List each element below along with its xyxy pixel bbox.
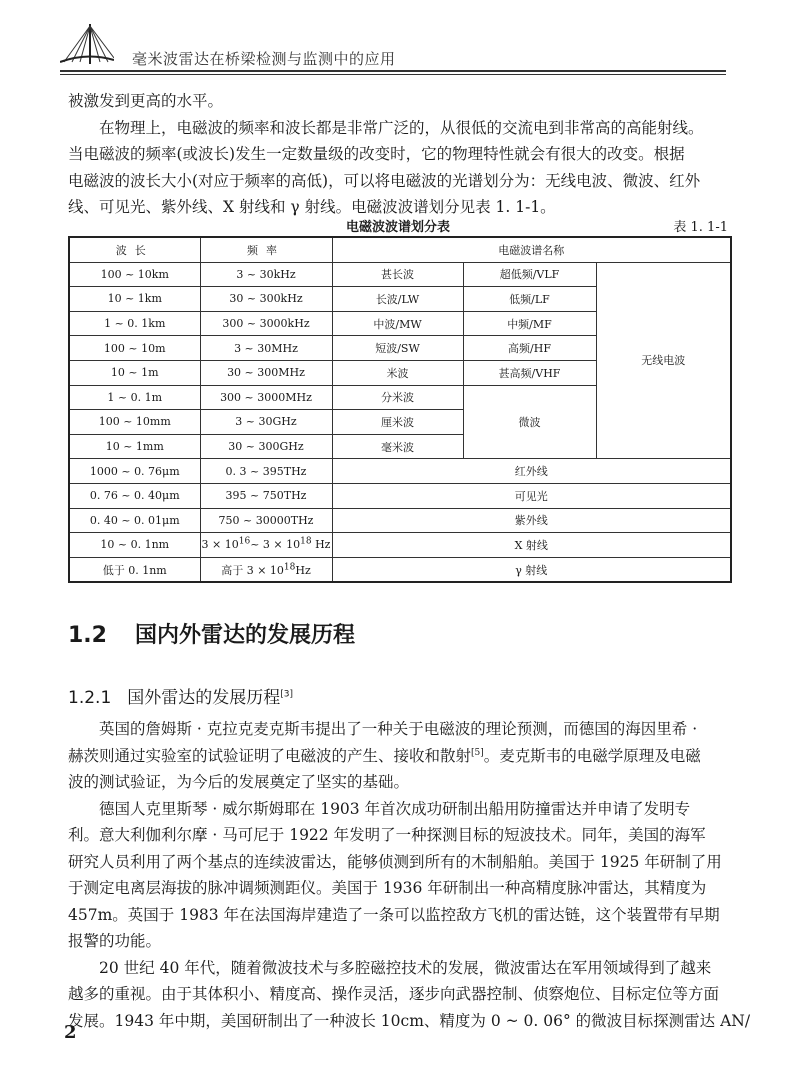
cell-band: 甚长波 <box>332 262 463 287</box>
cell-frequency: 395 ~ 750THz <box>200 483 332 508</box>
cell-subband: 高频/HF <box>463 336 596 361</box>
cell-frequency: 30 ~ 300GHz <box>200 434 332 459</box>
intro-text <box>68 88 728 221</box>
text-line: 被激发到更高的水平。 <box>68 92 224 110</box>
subsection-title: 国外雷达的发展历程 <box>127 688 281 708</box>
freq-part: ~ 3 × 10 <box>250 538 301 552</box>
cell-band: 厘米波 <box>332 410 463 435</box>
freq-exponent: 18 <box>283 561 296 572</box>
cell-wavelength: 1 ~ 0. 1km <box>69 311 200 336</box>
header-spectrum-name: 电磁波谱名称 <box>332 237 731 262</box>
text-line: 德国人克里斯琴 · 威尔斯姆耶在 1903 年首次成功研制出船用防撞雷达并申请了发明专 <box>99 799 691 818</box>
table-row <box>69 508 731 533</box>
table-row <box>69 533 731 558</box>
header-wavelength: 波长 <box>69 237 200 262</box>
cell-spectrum-name: 红外线 <box>332 459 731 484</box>
cell-band: 中波/MW <box>332 311 463 336</box>
freq-exponent: 16 <box>238 536 251 547</box>
section-number: 1.2 <box>68 623 107 648</box>
cell-band: 短波/SW <box>332 336 463 361</box>
spectrum-table <box>68 236 732 583</box>
cell-band: 米波 <box>332 360 463 385</box>
freq-unit: Hz <box>295 563 311 577</box>
cell-subband: 中频/MF <box>463 311 596 336</box>
subsection-heading <box>68 683 293 708</box>
bridge-logo-icon <box>60 22 114 66</box>
text-line: 报警的功能。 <box>68 932 162 950</box>
cell-frequency <box>200 557 332 582</box>
table-header-row <box>69 237 731 262</box>
table-caption <box>68 216 728 236</box>
header-title: 毫米波雷达在桥梁检测与监测中的应用 <box>132 50 396 68</box>
cell-wavelength: 0. 76 ~ 0. 40μm <box>69 483 200 508</box>
text-line: 457m。英国于 1983 年在法国海岸建造了一条可以监控敌方飞机的雷达链，这个装置带有早期 <box>68 905 720 924</box>
cell-frequency: 300 ~ 3000kHz <box>200 311 332 336</box>
cell-spectrum-name: 可见光 <box>332 483 731 508</box>
cell-wavelength: 100 ~ 10km <box>69 262 200 287</box>
section-title: 国内外雷达的发展历程 <box>134 623 355 648</box>
cell-wavelength: 10 ~ 1mm <box>69 434 200 459</box>
cell-subband: 低频/LF <box>463 287 596 312</box>
freq-part: 高于 3 × 10 <box>221 563 284 577</box>
cell-wavelength: 10 ~ 1m <box>69 360 200 385</box>
cell-frequency: 0. 3 ~ 395THz <box>200 459 332 484</box>
cell-spectrum-name: X 射线 <box>332 533 731 558</box>
freq-exponent: 18 <box>300 536 312 547</box>
text-line: 当电磁波的频率(或波长)发生一定数量级的改变时，它的物理特性就会有很大的改变。根据 <box>68 145 685 163</box>
cell-spectrum-name: γ 射线 <box>332 557 731 582</box>
page-number: 2 <box>64 1022 77 1043</box>
cell-frequency: 300 ~ 3000MHz <box>200 385 332 410</box>
text-line: 英国的詹姆斯 · 克拉克麦克斯韦提出了一种关于电磁波的理论预测，而德国的海因里希 · <box>99 720 698 738</box>
text-line: 电磁波的波长大小(对应于频率的高低)，可以将电磁波的光谱划分为：无线电波、微波、红外 <box>68 171 701 190</box>
citation-ref: [5] <box>471 747 484 758</box>
cell-wavelength: 10 ~ 0. 1nm <box>69 533 200 558</box>
subsection-ref: [3] <box>280 689 294 700</box>
cell-frequency: 3 ~ 30GHz <box>200 410 332 435</box>
section-heading <box>68 618 355 649</box>
text-line: 20 世纪 40 年代，随着微波技术与多腔磁控技术的发展，微波雷达在军用领域得到了越来 <box>99 958 712 977</box>
text-line: 研究人员利用了两个基点的连续波雷达，能够侦测到所有的木制船舶。美国于 1925 年研制了用 <box>68 852 722 871</box>
subsection-number: 1.2.1 <box>68 688 112 708</box>
cell-frequency: 30 ~ 300kHz <box>200 287 332 312</box>
body-text <box>68 716 751 1034</box>
cell-band: 毫米波 <box>332 434 463 459</box>
cell-wavelength: 0. 40 ~ 0. 01μm <box>69 508 200 533</box>
text-run: 赫茨则通过实验室的试验证明了电磁波的产生、接收和散射 <box>68 746 472 765</box>
cell-wavelength: 10 ~ 1km <box>69 287 200 312</box>
freq-part: 3 × 10 <box>201 538 239 552</box>
text-line: 发展。1943 年中期，美国研制出了一种波长 10cm、精度为 0 ~ 0. 06° 的微波目标探测雷达 AN/ <box>68 1011 751 1030</box>
cell-wavelength: 100 ~ 10m <box>69 336 200 361</box>
cell-subband: 超低频/VLF <box>463 262 596 287</box>
cell-frequency: 30 ~ 300MHz <box>200 360 332 385</box>
text-line <box>68 743 728 770</box>
freq-unit: Hz <box>311 538 331 552</box>
cell-group-radio: 无线电波 <box>596 262 731 459</box>
header-rule <box>60 70 726 72</box>
table-title: 电磁波波谱划分表 <box>345 220 450 235</box>
text-line: 于测定电离层海拔的脉冲调频测距仪。美国于 1936 年研制出一种高精度脉冲雷达，其精度为 <box>68 879 707 897</box>
cell-subband: 甚高频/VHF <box>463 360 596 385</box>
cell-frequency: 3 ~ 30MHz <box>200 336 332 361</box>
table-row <box>69 262 731 287</box>
cell-wavelength: 1000 ~ 0. 76μm <box>69 459 200 484</box>
table-row <box>69 483 731 508</box>
text-line: 利。意大利伽利尔摩 · 马可尼于 1922 年发明了一种探测目标的短波技术。同年，美国的海军 <box>68 826 706 844</box>
header-frequency: 频率 <box>200 237 332 262</box>
cell-band: 分米波 <box>332 385 463 410</box>
text-line: 线、可见光、紫外线、X 射线和 γ 射线。电磁波波谱划分见表 1. 1-1。 <box>68 198 556 216</box>
text-line: 在物理上，电磁波的频率和波长都是非常广泛的，从很低的交流电到非常高的高能射线。 <box>99 118 704 137</box>
cell-wavelength: 100 ~ 10mm <box>69 410 200 435</box>
cell-spectrum-name: 紫外线 <box>332 508 731 533</box>
cell-wavelength: 低于 0. 1nm <box>69 557 200 582</box>
cell-group-microwave: 微波 <box>463 385 596 459</box>
text-line: 越多的重视。由于其体积小、精度高、操作灵活，逐步向武器控制、侦察炮位、目标定位等方面 <box>68 985 720 1003</box>
table-number: 表 1. 1-1 <box>673 220 728 235</box>
text-line: 波的测试验证，为今后的发展奠定了坚实的基础。 <box>68 773 410 791</box>
header-rule-thin <box>60 74 726 75</box>
table-row <box>69 459 731 484</box>
cell-wavelength: 1 ~ 0. 1m <box>69 385 200 410</box>
cell-frequency: 3 ~ 30kHz <box>200 262 332 287</box>
running-header <box>0 0 790 70</box>
cell-frequency <box>200 533 332 558</box>
text-run: 。麦克斯韦的电磁学原理及电磁 <box>483 746 701 765</box>
table-row <box>69 557 731 582</box>
cell-band: 长波/LW <box>332 287 463 312</box>
cell-frequency: 750 ~ 30000THz <box>200 508 332 533</box>
